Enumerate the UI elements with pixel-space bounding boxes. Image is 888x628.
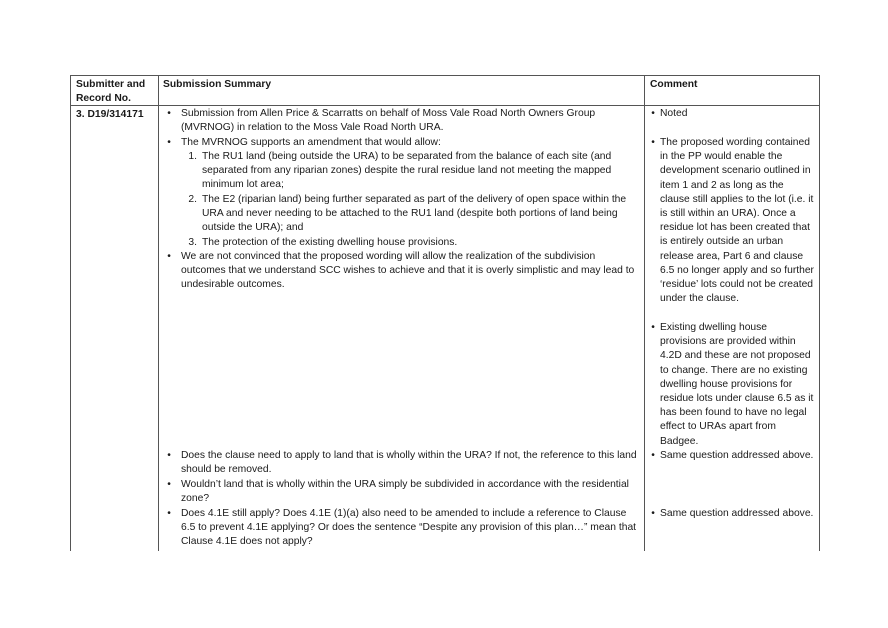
item-text: The RU1 land (being outside the URA) to be separated from the balance of each site (and separated from any riparian zones) despite the rural residue land not meeting the mapped minimum lot area; [202, 151, 612, 191]
comment-bullet [649, 449, 815, 479]
comment-text: Same question addressed above. [660, 508, 814, 519]
numbered-item [181, 193, 629, 237]
comment-text: The proposed wording contained in the PP would enable the development scenario outlined in item 1 and 2 as long as the clause still applies to the lot (i.e. it is still within an URA). Once a residue lot has been created that is entirely outside an urban release area, Part 6 and clause 6.5 no longer apply and so further ‘residue’ lots could not be created under the clause. [660, 137, 814, 305]
header-submission-summary: Submission Summary [163, 79, 272, 90]
summary-bullet [163, 449, 637, 479]
comment-bullet [649, 107, 815, 122]
summary-bullet [163, 250, 637, 294]
comment-bullet [649, 507, 815, 537]
summary-bullet [163, 107, 637, 137]
header-submitter: Submitter and Record No. [76, 79, 146, 104]
comment-text: Same question addressed above. [660, 450, 814, 461]
bullet-glyph: • [167, 251, 171, 262]
item-text: The protection of the existing dwelling house provisions. [202, 237, 458, 248]
bullet-glyph: • [167, 508, 171, 519]
bullet-glyph: • [651, 322, 655, 333]
bullet-glyph: • [651, 137, 655, 148]
summary-text: We are not convinced that the proposed wording will allow the realization of the subdivision outcomes that we understand SCC wishes to achieve and that it is overly simplistic and may lead to undesirable outcomes. [181, 251, 635, 291]
column-divider [644, 76, 645, 551]
bullet-glyph: • [167, 137, 171, 148]
bullet-glyph: • [167, 450, 171, 461]
column-divider [158, 76, 159, 551]
summary-text: The MVRNOG supports an amendment that would allow: [181, 137, 441, 148]
comment-bullet [649, 321, 815, 449]
item-number: 3. [188, 237, 197, 248]
item-number: 1. [188, 151, 197, 162]
summary-text: Submission from Allen Price & Scarratts on behalf of Moss Vale Road North Owners Group (MVRNOG) in relation to the Moss Vale Road North URA. [181, 108, 596, 134]
header-divider [71, 105, 819, 106]
record-number: 3. D19/314171 [76, 109, 144, 120]
item-number: 2. [188, 194, 197, 205]
bullet-glyph: • [167, 479, 171, 490]
bullet-glyph: • [167, 108, 171, 119]
comment-text: Existing dwelling house provisions are provided within 4.2D and these are not proposed to change. There are no existing dwelling house provisions for residue lots under clause 6.5 as it has been found to have no legal effect to URAs apart from Badgee. [660, 322, 814, 447]
summary-bullet [163, 507, 637, 551]
item-text: The E2 (riparian land) being further separated as part of the delivery of open space within the URA and never needing to be attached to the RU1 land (despite both portions of land being outside the URA); and [202, 194, 627, 234]
bullet-glyph: • [651, 108, 655, 119]
summary-text: Does 4.1E still apply? Does 4.1E (1)(a) also need to be amended to include a reference to Clause 6.5 to prevent 4.1E applying? Or does the sentence “Despite any provision of this plan…” mean that Clause 4.1E does not apply? [181, 508, 637, 548]
summary-bullet [163, 136, 637, 151]
bullet-glyph: • [651, 508, 655, 519]
numbered-item [181, 150, 629, 194]
bullet-glyph: • [651, 450, 655, 461]
summary-bullet [163, 478, 637, 508]
header-comment: Comment [650, 79, 698, 90]
comment-bullet [649, 136, 815, 322]
summary-text: Does the clause need to apply to land that is wholly within the URA? If not, the reference to this land should be removed. [181, 450, 637, 476]
comment-text: Noted [660, 108, 688, 119]
submissions-table [70, 75, 820, 551]
summary-text: Wouldn’t land that is wholly within the URA simply be subdivided in accordance with the residential zone? [181, 479, 629, 505]
numbered-item [181, 236, 629, 251]
